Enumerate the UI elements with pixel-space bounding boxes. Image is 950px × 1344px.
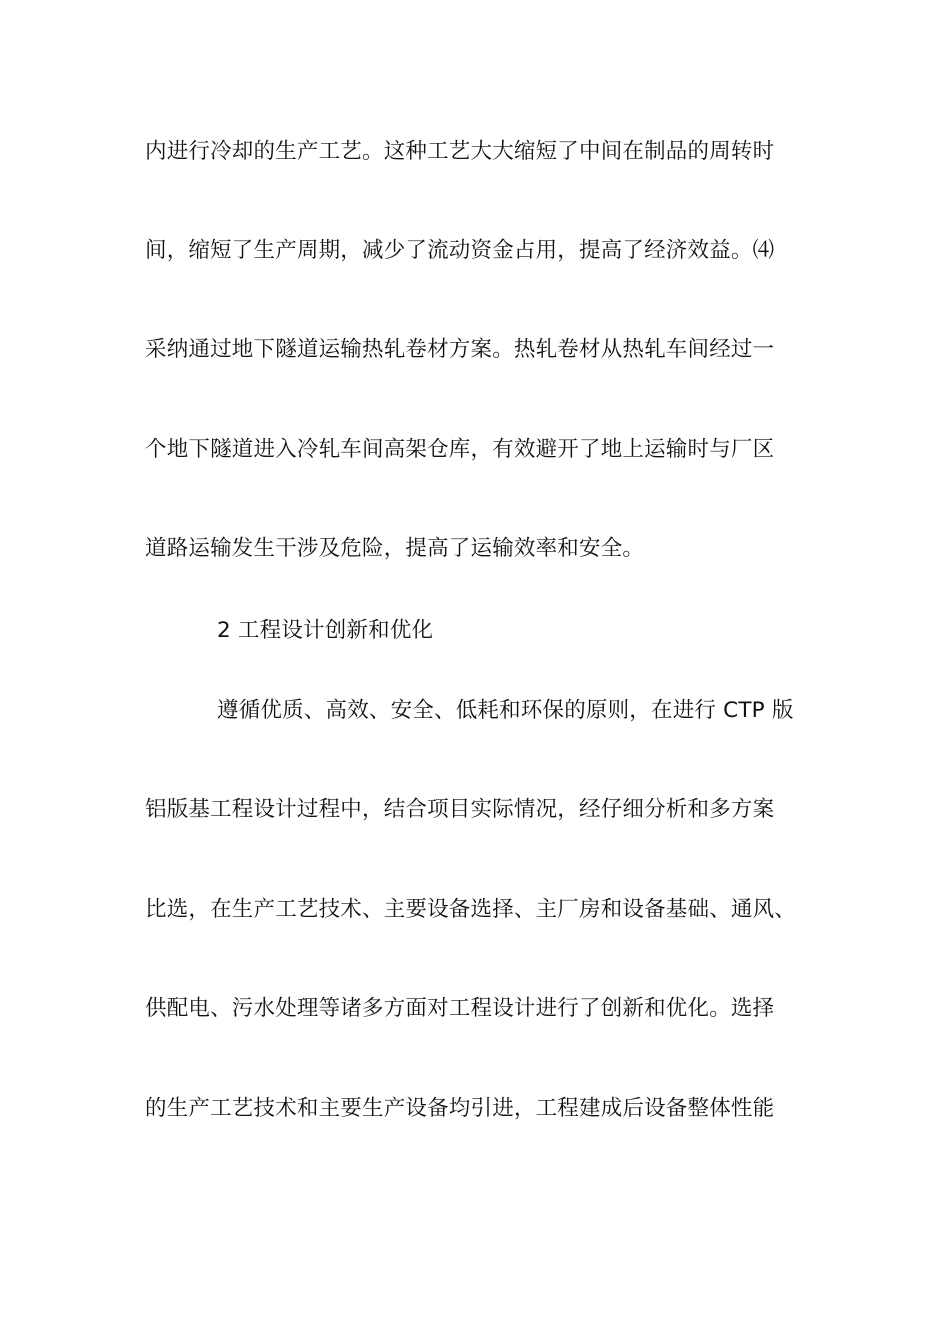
text-line: 道路运输发生干涉及危险，提高了运输效率和安全。 — [145, 536, 645, 561]
text-line: 内进行冷却的生产工艺。这种工艺大大缩短了中间在制品的周转时 — [145, 139, 775, 164]
text-line: 供配电、污水处理等诸多方面对工程设计进行了创新和优化。选择 — [145, 996, 775, 1021]
paragraph-first-line: 遵循优质、高效、安全、低耗和环保的原则，在进行 CTP 版 — [217, 698, 794, 723]
text-line: 铝版基工程设计过程中，结合项目实际情况，经仔细分析和多方案 — [145, 797, 775, 822]
section-heading: 2 工程设计创新和优化 — [217, 618, 434, 643]
text-line: 比选，在生产工艺技术、主要设备选择、主厂房和设备基础、通风、 — [145, 897, 797, 922]
text-line: 个地下隧道进入冷轧车间高架仓库，有效避开了地上运输时与厂区 — [145, 437, 775, 462]
text-line: 的生产工艺技术和主要生产设备均引进，工程建成后设备整体性能 — [145, 1096, 775, 1121]
text-line: 采纳通过地下隧道运输热轧卷材方案。热轧卷材从热轧车间经过一 — [145, 337, 775, 362]
text-line: 间，缩短了生产周期，减少了流动资金占用，提高了经济效益。⑷ — [145, 238, 775, 263]
